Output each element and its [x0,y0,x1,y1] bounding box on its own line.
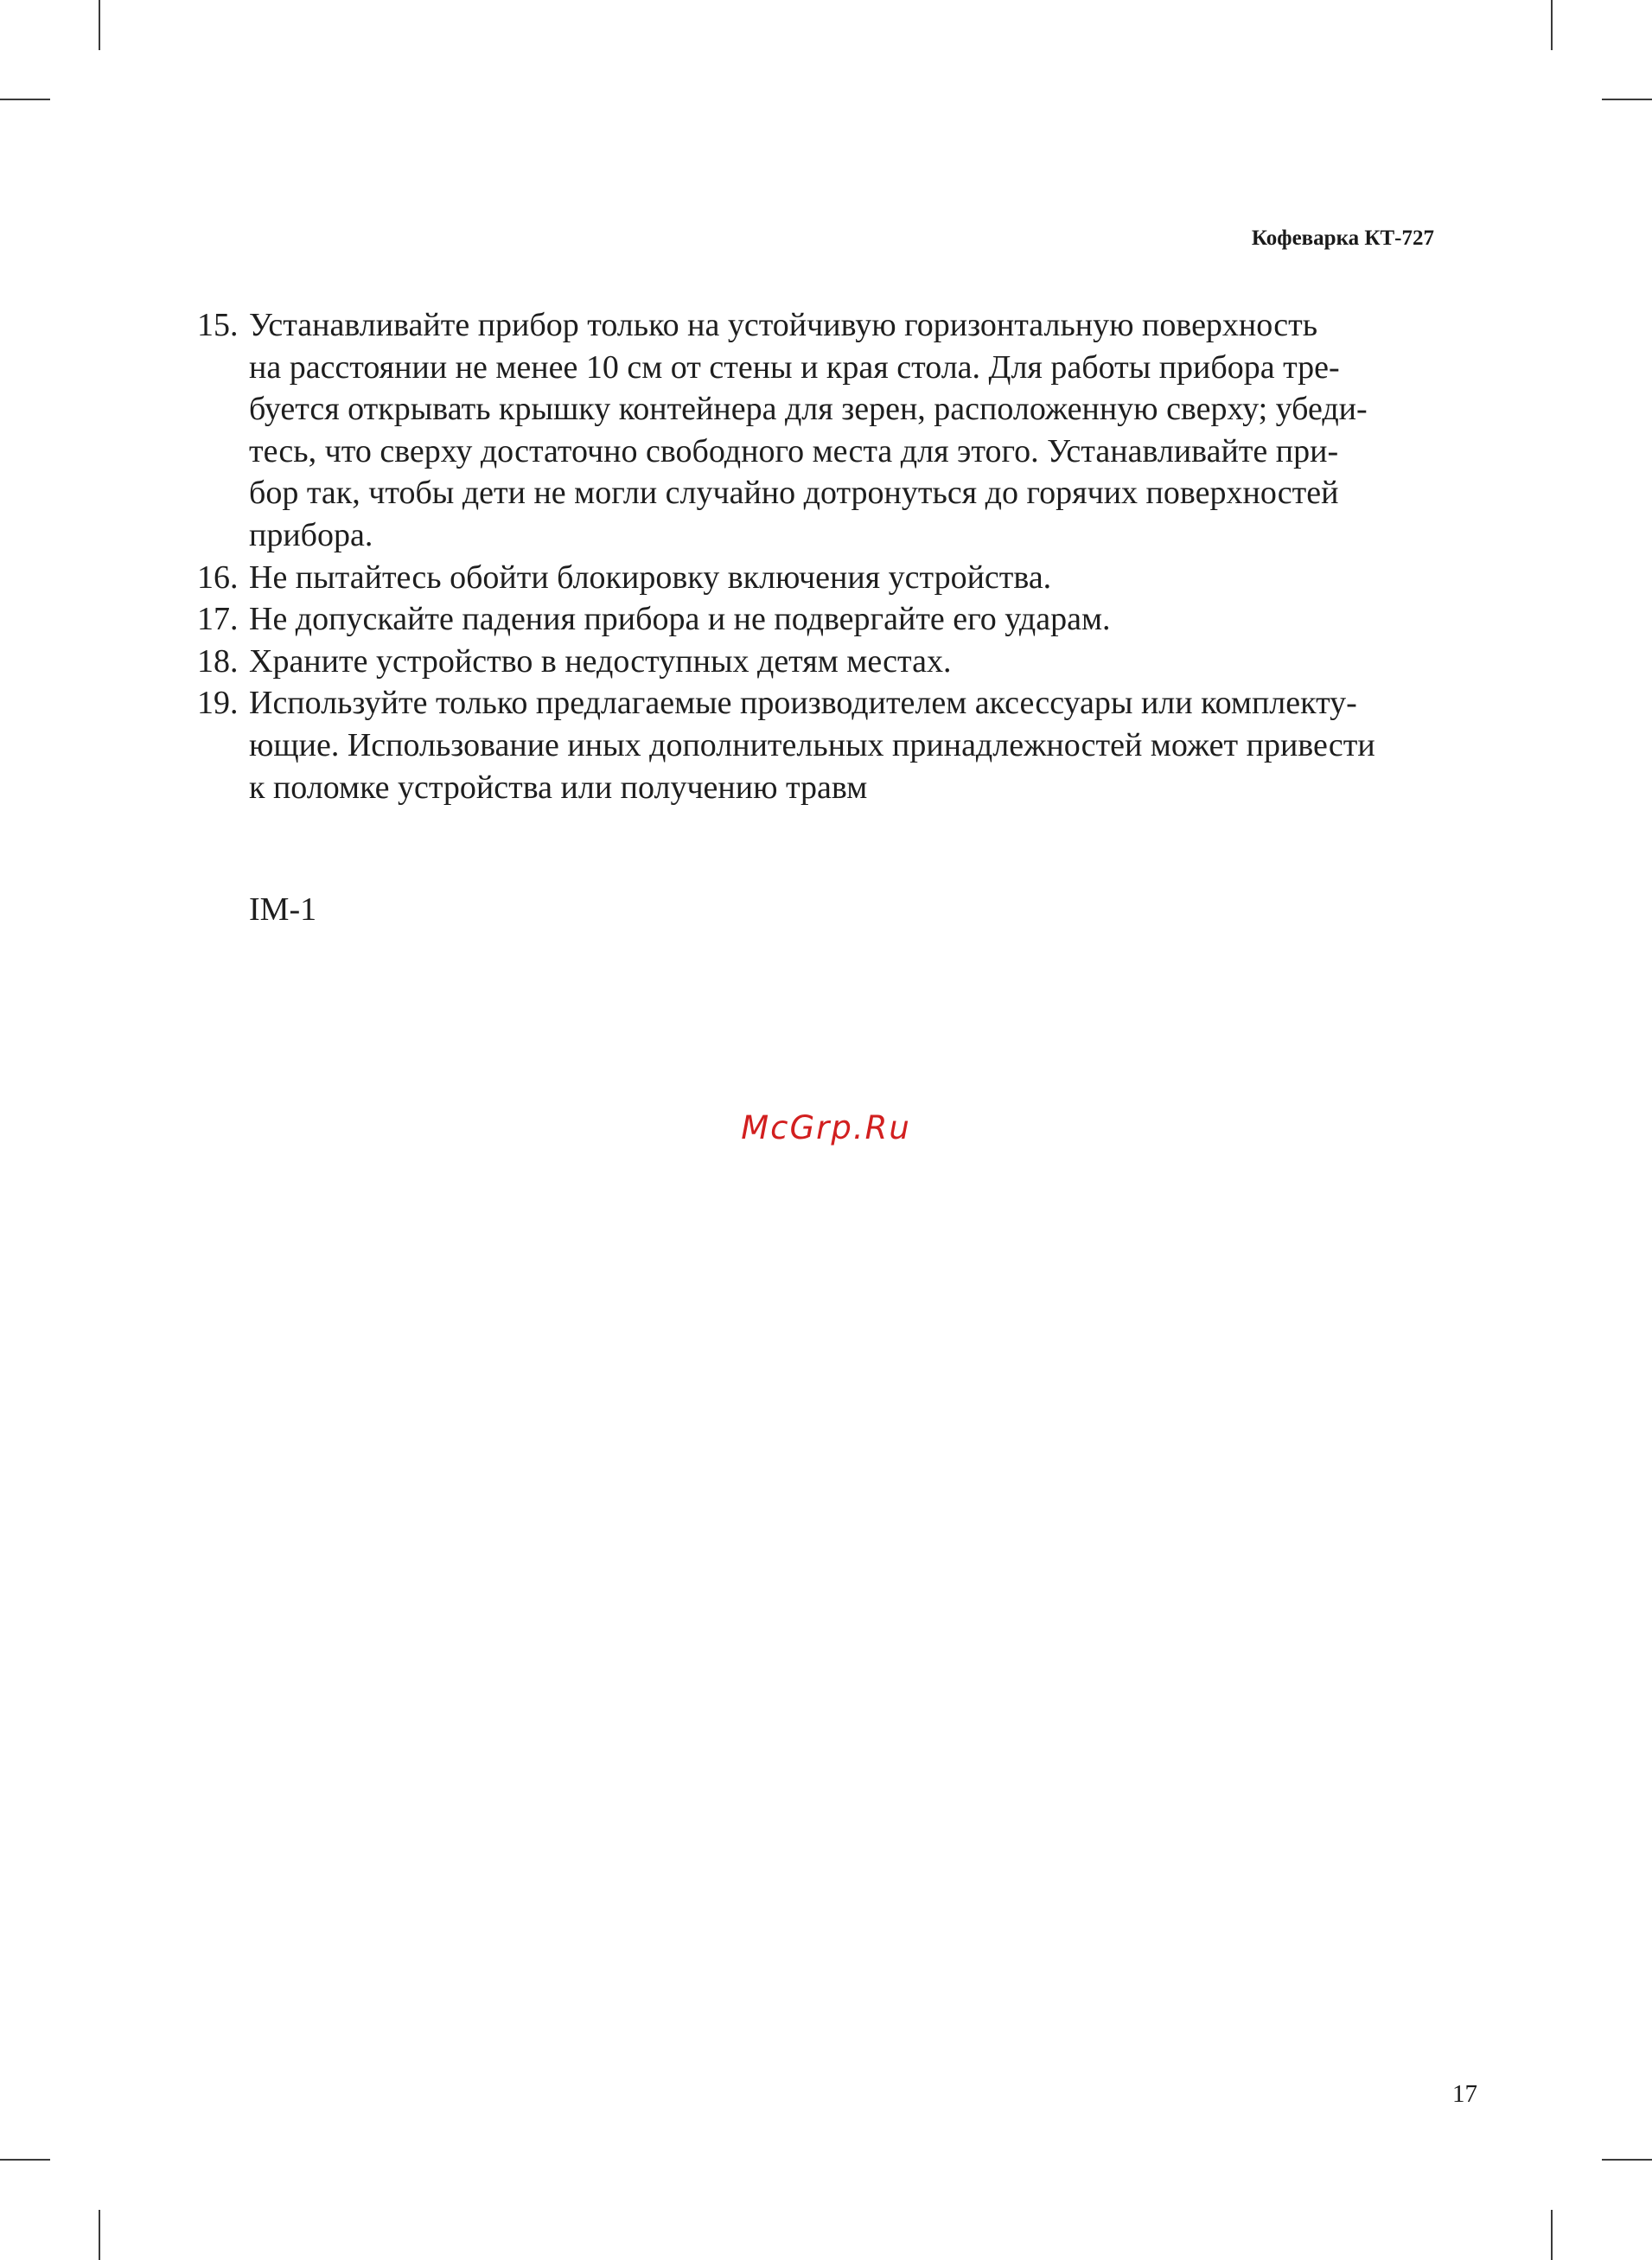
instruction-line: Устанавливайте прибор только на устойчивую горизонтальную поверхность [249,307,1318,343]
instruction-line: Не пытайтесь обойти блокировку включения устройства. [249,559,1052,596]
instruction-item-19 [197,682,1442,808]
crop-mark-bottom-left-vertical [99,2210,100,2260]
crop-mark-bottom-right-vertical [1551,2210,1553,2260]
crop-mark-top-right-horizontal [1602,99,1652,100]
instruction-number: 19. [197,685,239,722]
instruction-item-15 [197,304,1442,557]
instruction-item-16 [197,557,1442,599]
instruction-line: Не допускайте падения прибора и не подвергайте его ударам. [249,601,1111,638]
watermark-text: McGrp.Ru [741,1109,911,1146]
instruction-number: 16. [197,559,239,596]
instruction-line: Используйте только предлагаемые производителем аксессуары или комплекту- [249,685,1357,722]
crop-mark-top-right-vertical [1551,0,1553,50]
instruction-line: ющие. Использование иных дополнительных принадлежностей может привести [249,726,1375,763]
instruction-number: 18. [197,642,239,680]
crop-mark-top-left-vertical [99,0,100,50]
crop-mark-top-left-horizontal [0,99,50,100]
crop-mark-bottom-left-horizontal [0,2159,50,2161]
instruction-number: 15. [197,307,239,343]
instruction-item-18 [197,641,1442,683]
page-number: 17 [1452,2080,1477,2108]
instruction-line: бор так, чтобы дети не могли случайно дотронуться до горячих поверхностей [249,475,1339,512]
safety-instructions-list [197,304,1442,808]
instruction-line: буется открывать крышку контейнера для зерен, расположенную сверху; убеди- [249,391,1368,428]
crop-mark-bottom-right-horizontal [1602,2159,1652,2161]
instruction-line: тесь, что сверху достаточно свободного места для этого. Устанавливайте при- [249,432,1339,469]
instruction-number: 17. [197,601,239,638]
running-head: Кофеварка КТ-727 [1251,227,1434,250]
instruction-line: Храните устройство в недоступных детям местах. [249,642,952,680]
instruction-item-17 [197,598,1442,641]
instruction-line: к поломке устройства или получению травм [249,769,868,806]
model-code: IM-1 [249,891,317,928]
instruction-line: на расстоянии не менее 10 см от стены и края стола. Для работы прибора тре- [249,348,1340,386]
instruction-line: прибора. [249,516,373,553]
